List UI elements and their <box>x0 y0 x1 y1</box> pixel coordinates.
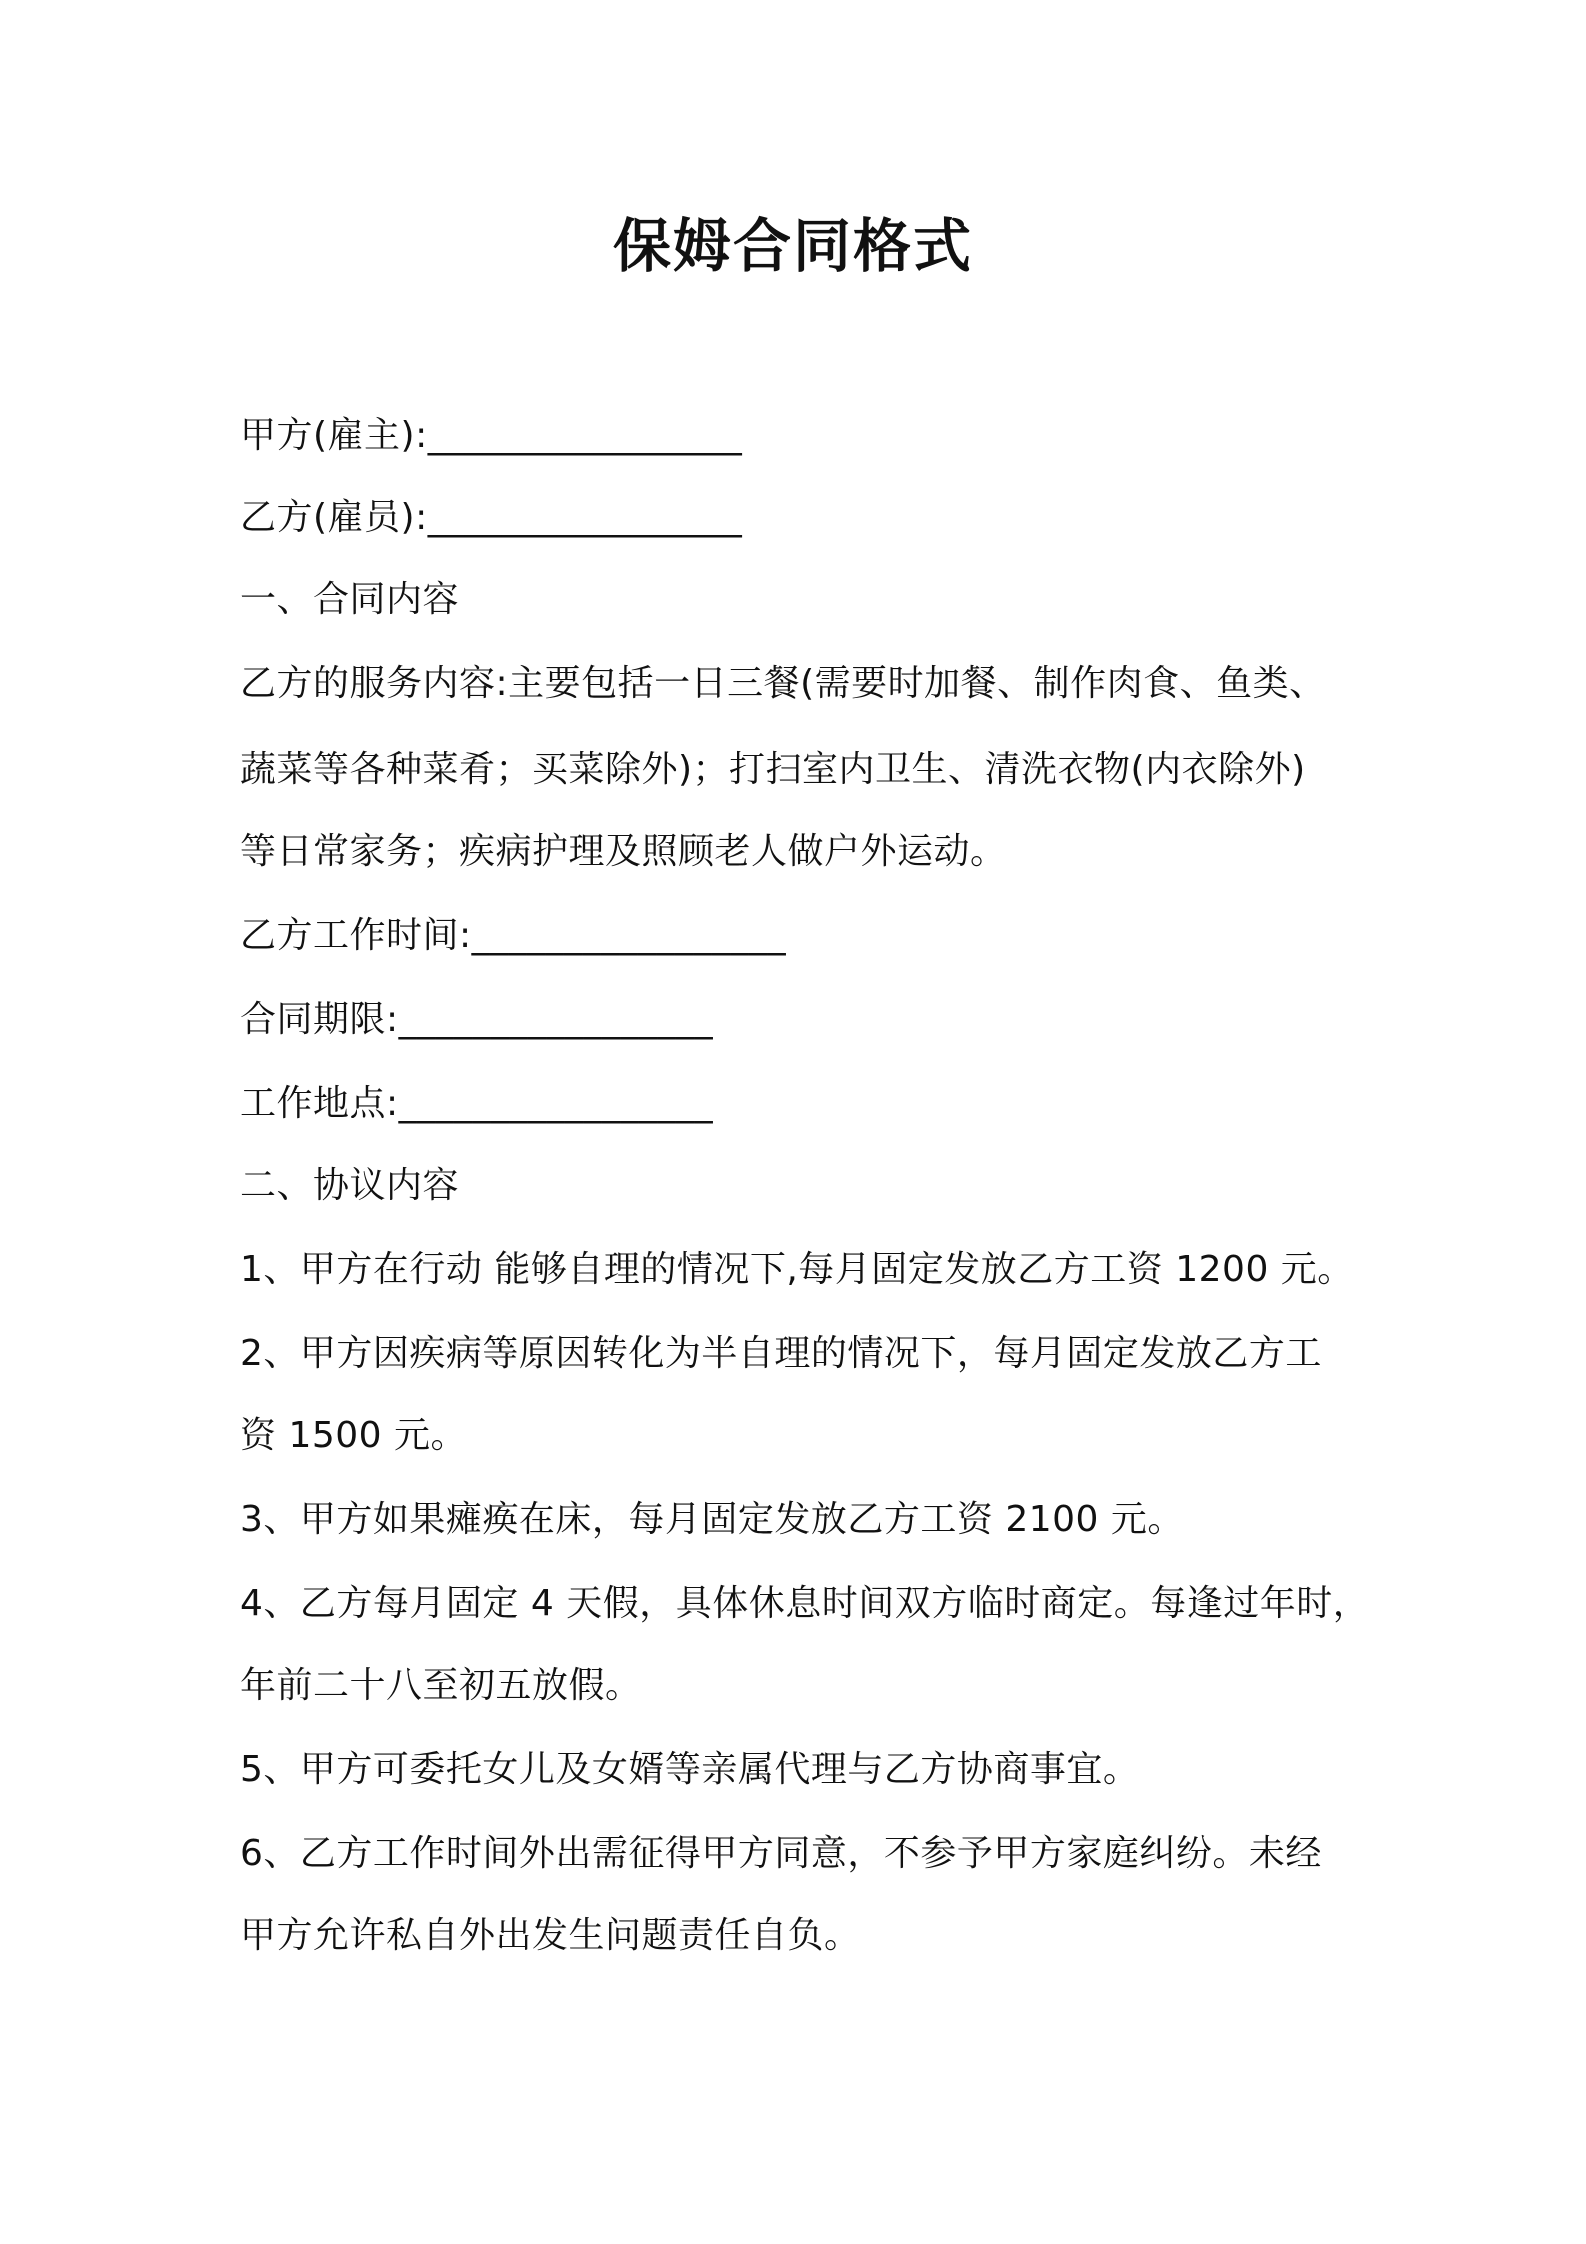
clause-1: 1、甲方在行动 能够自理的情况下,每月固定发放乙方工资 1200 元。 <box>240 1249 1354 1290</box>
clause-5: 5、甲方可委托女儿及女婿等亲属代理与乙方协商事宜。 <box>240 1749 1140 1790</box>
clause-4-line-2: 年前二十八至初五放假。 <box>240 1665 642 1706</box>
clause-2-line-2: 资 1500 元。 <box>240 1415 468 1456</box>
clause-6-line-2: 甲方允许私自外出发生问题责任自负。 <box>240 1915 861 1956</box>
clause-6-line-1: 6、乙方工作时间外出需征得甲方同意，不参予甲方家庭纠纷。未经 <box>240 1833 1322 1874</box>
clause-2-line-1: 2、甲方因疾病等原因转化为半自理的情况下，每月固定发放乙方工 <box>240 1333 1322 1374</box>
service-content-line-1: 乙方的服务内容:主要包括一日三餐(需要时加餐、制作肉食、鱼类、 <box>240 663 1326 704</box>
clause-4-line-1: 4、乙方每月固定 4 天假，具体休息时间双方临时商定。每逢过年时， <box>240 1583 1370 1624</box>
service-content-line-2: 蔬菜等各种菜肴；买菜除外)；打扫室内卫生、清洗衣物(内衣除外) <box>240 749 1306 790</box>
section-heading-contract-content: 一、合同内容 <box>240 579 460 620</box>
party-b-employee-field: 乙方(雇员):_________________ <box>240 497 743 538</box>
service-content-line-3: 等日常家务；疾病护理及照顾老人做户外运动。 <box>240 831 1007 872</box>
section-heading-agreement-content: 二、协议内容 <box>240 1165 460 1206</box>
document-title: 保姆合同格式 <box>612 212 973 280</box>
work-location-field: 工作地点:_________________ <box>240 1083 714 1124</box>
contract-term-field: 合同期限:_________________ <box>240 999 714 1040</box>
clause-3: 3、甲方如果瘫痪在床，每月固定发放乙方工资 2100 元。 <box>240 1499 1184 1540</box>
party-a-employer-field: 甲方(雇主):_________________ <box>240 415 743 456</box>
work-time-field: 乙方工作时间:_________________ <box>240 915 787 956</box>
